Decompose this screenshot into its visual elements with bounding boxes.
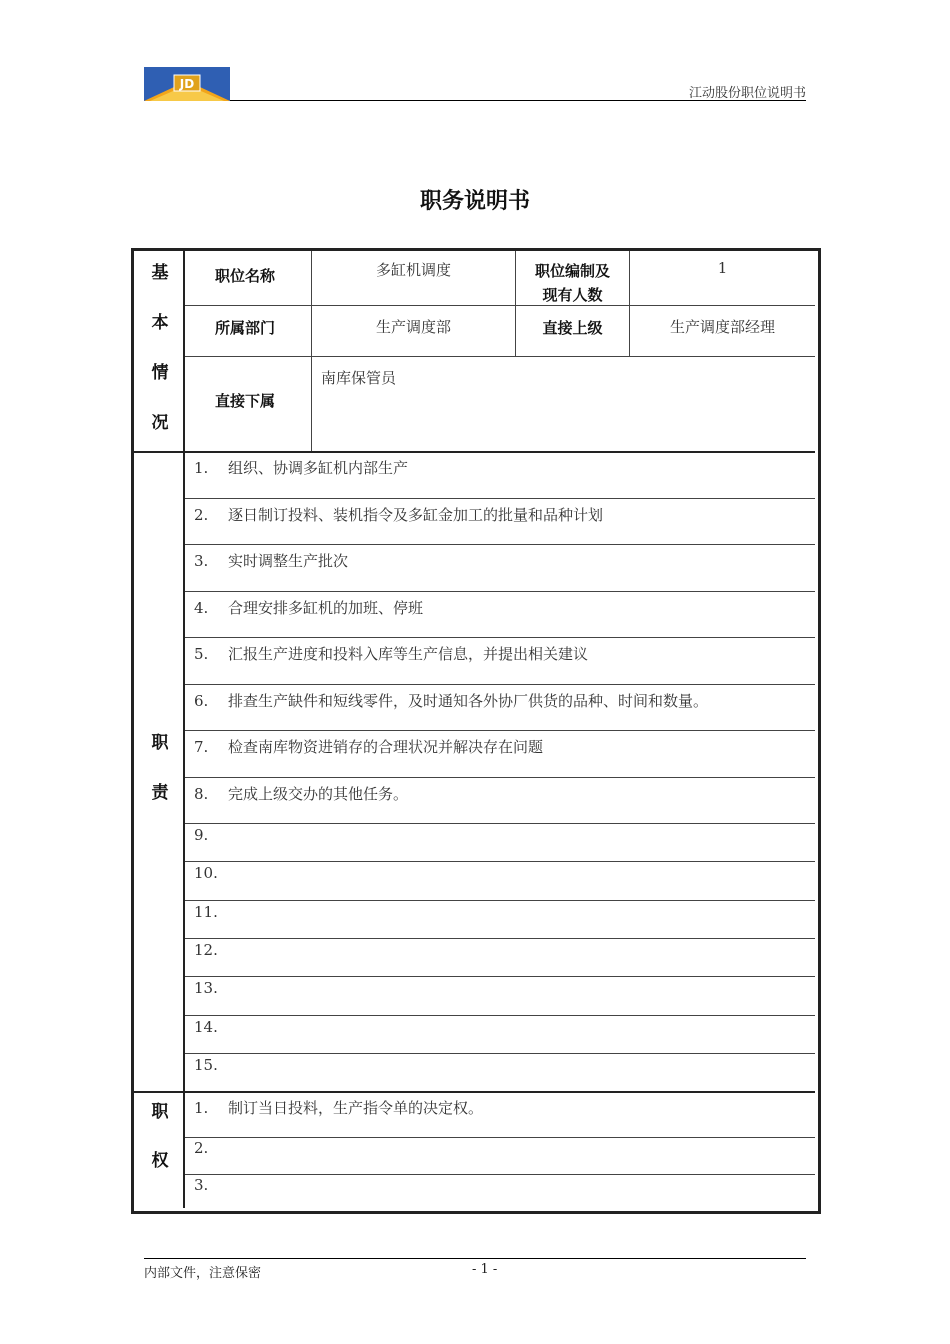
- header-title: 江动股份职位说明书: [688, 86, 806, 101]
- department-value: 生产调度部: [375, 318, 451, 336]
- position-name-label: 职位名称: [215, 267, 276, 285]
- section-label-authority-1: 职: [151, 1102, 169, 1122]
- row-rule: [185, 544, 815, 545]
- grid-rule: [185, 305, 815, 306]
- duty-item: [194, 597, 423, 618]
- duty-item: [194, 457, 408, 478]
- duty-text: 完成上级交办的其他任务。: [228, 785, 409, 803]
- row-rule: [185, 730, 815, 731]
- row-rule: [185, 777, 815, 778]
- duty-item: [194, 979, 228, 997]
- section-label-basic-3: 情: [151, 363, 169, 383]
- page-number: - 1 -: [472, 1262, 498, 1277]
- row-rule: [185, 823, 815, 824]
- document-title: 职务说明书: [419, 189, 530, 214]
- duty-number: 14.: [194, 1018, 218, 1036]
- row-rule: [185, 637, 815, 638]
- header-rule: [230, 100, 806, 101]
- duty-text: 组织、协调多缸机内部生产: [228, 459, 409, 477]
- section-label-duties-1: 职: [151, 733, 169, 753]
- duty-number: 6.: [194, 692, 209, 710]
- row-rule: [185, 1015, 815, 1016]
- duty-item: [194, 903, 228, 921]
- row-rule: [185, 900, 815, 901]
- duty-number: 10.: [194, 864, 218, 882]
- subordinate-value: 南库保管员: [321, 369, 397, 387]
- duty-number: 12.: [194, 941, 218, 959]
- footer-rule: [144, 1258, 806, 1259]
- duty-number: 4.: [194, 599, 209, 617]
- duty-number: 7.: [194, 738, 209, 756]
- duty-item: [194, 736, 543, 757]
- subordinate-label: 直接下属: [215, 392, 276, 410]
- authority-number: 3.: [194, 1176, 209, 1194]
- authority-number: 2.: [194, 1139, 209, 1157]
- row-rule: [185, 1053, 815, 1054]
- row-rule: [185, 1137, 815, 1138]
- duty-number: 8.: [194, 785, 209, 803]
- duty-item: [194, 504, 603, 525]
- duty-text: 检查南库物资进销存的合理状况并解决存在问题: [228, 738, 544, 756]
- authority-item: [194, 1176, 228, 1194]
- grid-rule: [185, 356, 815, 357]
- duty-item: [194, 783, 408, 804]
- row-rule: [185, 976, 815, 977]
- headcount-label-line2: 现有人数: [542, 286, 603, 304]
- duty-number: 9.: [194, 826, 209, 844]
- section-label-basic-1: 基: [151, 263, 169, 283]
- section-label-authority-2: 权: [151, 1151, 169, 1171]
- authority-number: 1.: [194, 1099, 209, 1117]
- headcount-value: 1: [717, 259, 728, 277]
- supervisor-label: 直接上级: [542, 319, 603, 337]
- supervisor-value: 生产调度部经理: [669, 318, 775, 336]
- row-rule: [185, 684, 815, 685]
- section-label-basic-2: 本: [151, 313, 169, 333]
- position-name-value: 多缸机调度: [375, 261, 451, 279]
- duty-number: 5.: [194, 645, 209, 663]
- duty-number: 13.: [194, 979, 218, 997]
- duty-text: 排查生产缺件和短线零件，及时通知各外协厂供货的品种、时间和数量。: [228, 692, 709, 710]
- section-label-basic-4: 况: [151, 413, 169, 433]
- section-rule-basic: [134, 451, 815, 453]
- row-rule: [185, 498, 815, 499]
- duty-number: 15.: [194, 1056, 218, 1074]
- duty-number: 11.: [194, 903, 218, 921]
- grid-rule: [311, 251, 312, 451]
- row-rule: [185, 938, 815, 939]
- duty-item: [194, 864, 228, 882]
- duty-item: [194, 941, 228, 959]
- row-rule: [185, 591, 815, 592]
- duty-item: [194, 1018, 228, 1036]
- section-rule-duties: [134, 1091, 815, 1093]
- duty-text: 合理安排多缸机的加班、停班: [228, 599, 424, 617]
- authority-text: 制订当日投料，生产指令单的决定权。: [228, 1099, 484, 1117]
- duty-text: 逐日制订投料、装机指令及多缸金加工的批量和品种计划: [228, 506, 604, 524]
- section-label-duties-2: 责: [151, 783, 169, 803]
- authority-item: [194, 1097, 483, 1118]
- duty-item: [194, 1056, 228, 1074]
- duty-text: 汇报生产进度和投料入库等生产信息，并提出相关建议: [228, 645, 589, 663]
- row-rule: [185, 861, 815, 862]
- duty-text: 实时调整生产批次: [228, 552, 349, 570]
- row-rule: [185, 1174, 815, 1175]
- duty-item: [194, 643, 588, 664]
- duty-item: [194, 550, 348, 571]
- logo-lettering: JD: [179, 77, 195, 91]
- company-logo: [144, 67, 230, 101]
- duty-item: [194, 690, 708, 711]
- headcount-label-line1: 职位编制及: [534, 262, 610, 280]
- duty-number: 2.: [194, 506, 209, 524]
- department-label: 所属部门: [215, 319, 276, 337]
- footer-confidential-note: 内部文件，注意保密: [144, 1266, 262, 1281]
- authority-item: [194, 1139, 228, 1157]
- duty-item: [194, 826, 228, 844]
- duty-number: 1.: [194, 459, 209, 477]
- duty-number: 3.: [194, 552, 209, 570]
